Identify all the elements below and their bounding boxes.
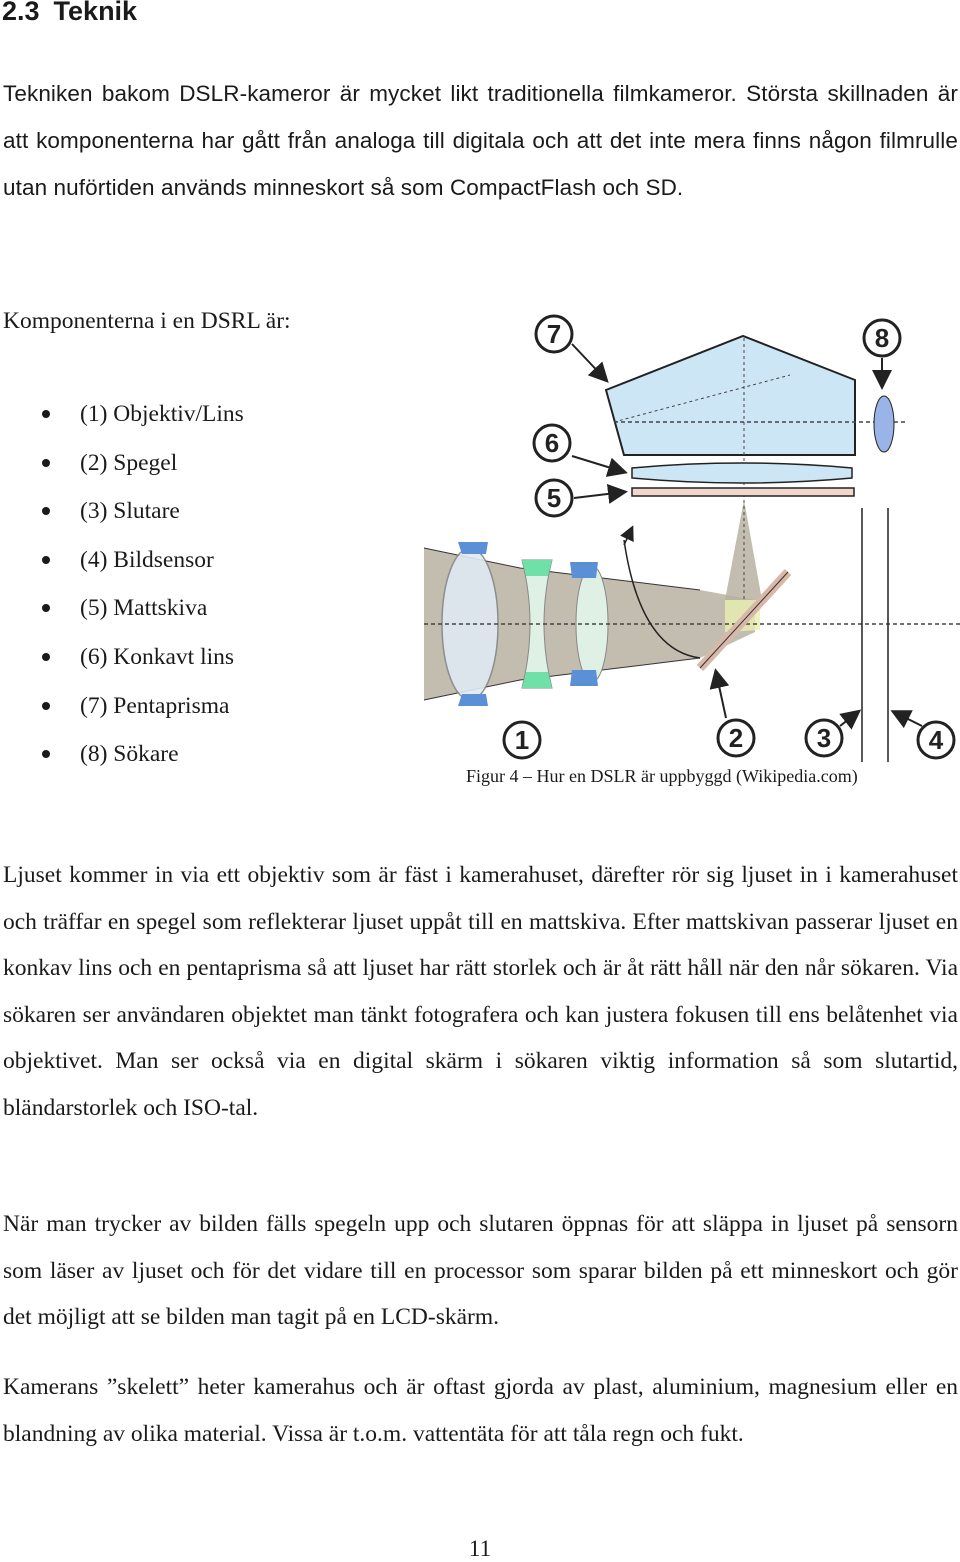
bullet-icon — [42, 410, 50, 418]
intro-paragraph: Tekniken bakom DSLR-kameror är mycket likt traditionella filmkameror. Största skillnaden är att komponenterna har gått från analoga till digitala och att det inte mera finns någon filmrulle utan nuförtiden används minneskort så som CompactFlash och SD. — [3, 81, 958, 200]
bullet-icon — [42, 702, 50, 710]
light-paragraph: Ljuset kommer in via ett objektiv som är fäst i kamerahuset, därefter rör sig ljuset in i kamerahuset och träffar en spegel som reflekterar ljuset uppåt till en mattskiva. Efter mattskivan passerar ljuset en konkav lins och en pentaprisma så att ljuset har rätt storlek och är åt rätt håll när den når sökaren. Via sökaren ser användaren objektet man tänkt fotografera och kan justera fokusen till ens belåtenhet via objektivet. Man ser också via en digital skärm i sökaren viktig information så som slutartid, bländarstorlek och ISO-tal. — [3, 862, 958, 1121]
svg-text:6: 6 — [544, 428, 560, 458]
page-number: 11 — [468, 1536, 492, 1561]
svg-text:4: 4 — [928, 725, 944, 755]
shutter-paragraph: När man trycker av bilden fälls spegeln upp och slutaren öppnas för att släppa in ljuset på sensorn som läser av ljuset och för det vidare till en processor som sparar bilden på ett minneskort och gör det möjligt att se bilden man tagit på en LCD-skärm. — [3, 1211, 958, 1330]
list-item — [40, 633, 244, 682]
concave-lens — [632, 463, 852, 483]
svg-text:1: 1 — [514, 725, 530, 755]
list-item — [40, 682, 244, 731]
list-item — [40, 730, 244, 779]
body-paragraph: Kamerans ”skelett” heter kamerahus och är oftast gjorda av plast, aluminium, magnesium eller en blandning av olika material. Vissa är t.o.m. vattentäta för att tåla regn och fukt. — [3, 1374, 958, 1447]
marker-1 — [504, 722, 540, 758]
bullet-icon — [42, 556, 50, 564]
figure-caption: Figur 4 – Hur en DSLR är uppbyggd (Wikipedia.com) — [466, 766, 858, 786]
section-title: Teknik — [53, 0, 138, 26]
bullet-icon — [42, 507, 50, 515]
list-item-text: (2) Spegel — [80, 449, 178, 476]
components-list — [40, 390, 244, 779]
list-item-text: (1) Objektiv/Lins — [80, 401, 244, 427]
bullet-icon — [42, 459, 50, 467]
bullet-icon — [42, 653, 50, 661]
bullet-icon — [42, 750, 50, 758]
list-item-text: (8) Sökare — [80, 741, 179, 768]
svg-text:7: 7 — [546, 319, 562, 349]
svg-text:8: 8 — [874, 323, 890, 353]
section-number: 2.3 — [2, 0, 40, 26]
list-item — [40, 584, 244, 633]
list-item — [40, 390, 244, 439]
list-item — [40, 487, 244, 536]
list-item-text: (6) Konkavt lins — [80, 643, 235, 670]
marker-5 — [536, 480, 572, 516]
marker-6 — [534, 425, 570, 461]
marker-2 — [718, 720, 754, 756]
list-item-text: (7) Pentaprisma — [80, 692, 230, 719]
bullet-icon — [42, 604, 50, 612]
marker-7 — [536, 316, 572, 352]
focusing-screen — [632, 488, 854, 496]
dslr-diagram — [420, 312, 960, 772]
list-item-text: (4) Bildsensor — [80, 546, 214, 573]
components-label: Komponenterna i en DSRL är: — [3, 308, 291, 334]
list-item-text: (5) Mattskiva — [80, 595, 208, 622]
pentaprism — [606, 336, 855, 455]
section-heading — [2, 0, 137, 27]
svg-text:3: 3 — [816, 723, 832, 753]
svg-text:5: 5 — [546, 483, 562, 513]
list-item — [40, 536, 244, 585]
marker-8 — [864, 320, 900, 356]
svg-text:2: 2 — [728, 723, 744, 753]
list-item — [40, 439, 244, 488]
list-item-text: (3) Slutare — [80, 498, 180, 525]
marker-3 — [806, 720, 842, 756]
marker-4 — [918, 722, 954, 758]
eyepiece-lens — [874, 396, 894, 452]
